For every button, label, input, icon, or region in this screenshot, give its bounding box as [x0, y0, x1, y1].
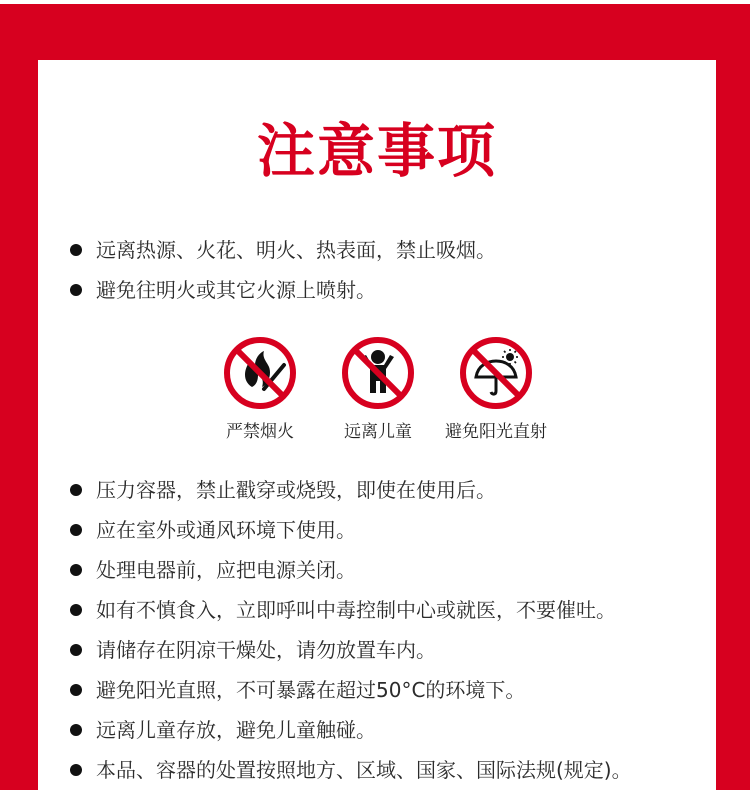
avoid-sunlight-sign — [436, 335, 556, 442]
no-fire-label: 严禁烟火 — [226, 422, 294, 442]
keep-away-children-label: 远离儿童 — [344, 422, 412, 442]
list-item: 应在室外或通风环境下使用。 — [70, 510, 632, 550]
no-fire-sign — [200, 335, 320, 442]
list-item: 远离儿童存放，避免儿童触碰。 — [70, 710, 632, 750]
page-title: 注意事项 — [256, 117, 497, 185]
precautions-list-top — [70, 230, 496, 310]
no-fire-icon — [222, 335, 298, 411]
list-item: 压力容器，禁止戳穿或烧毁，即使在使用后。 — [70, 470, 632, 510]
avoid-sunlight-icon — [458, 335, 534, 411]
list-item: 处理电器前，应把电源关闭。 — [70, 550, 632, 590]
keep-away-children-icon — [340, 335, 416, 411]
list-item: 本品、容器的处置按照地方、区域、国家、国际法规(规定)。 — [70, 750, 632, 790]
list-item: 请储存在阴凉干燥处，请勿放置车内。 — [70, 630, 632, 670]
warning-icons-row — [200, 335, 547, 445]
list-item: 如有不慎食入，立即呼叫中毒控制中心或就医，不要催吐。 — [70, 590, 632, 630]
list-item: 避免往明火或其它火源上喷射。 — [70, 270, 496, 310]
keep-away-children-sign — [318, 335, 438, 442]
list-item: 远离热源、火花、明火、热表面，禁止吸烟。 — [70, 230, 496, 270]
precautions-list-bottom — [70, 470, 632, 790]
list-item: 避免阳光直照，不可暴露在超过50°C的环境下。 — [70, 670, 632, 710]
avoid-sunlight-label: 避免阳光直射 — [445, 422, 547, 442]
notice-card — [38, 60, 716, 790]
